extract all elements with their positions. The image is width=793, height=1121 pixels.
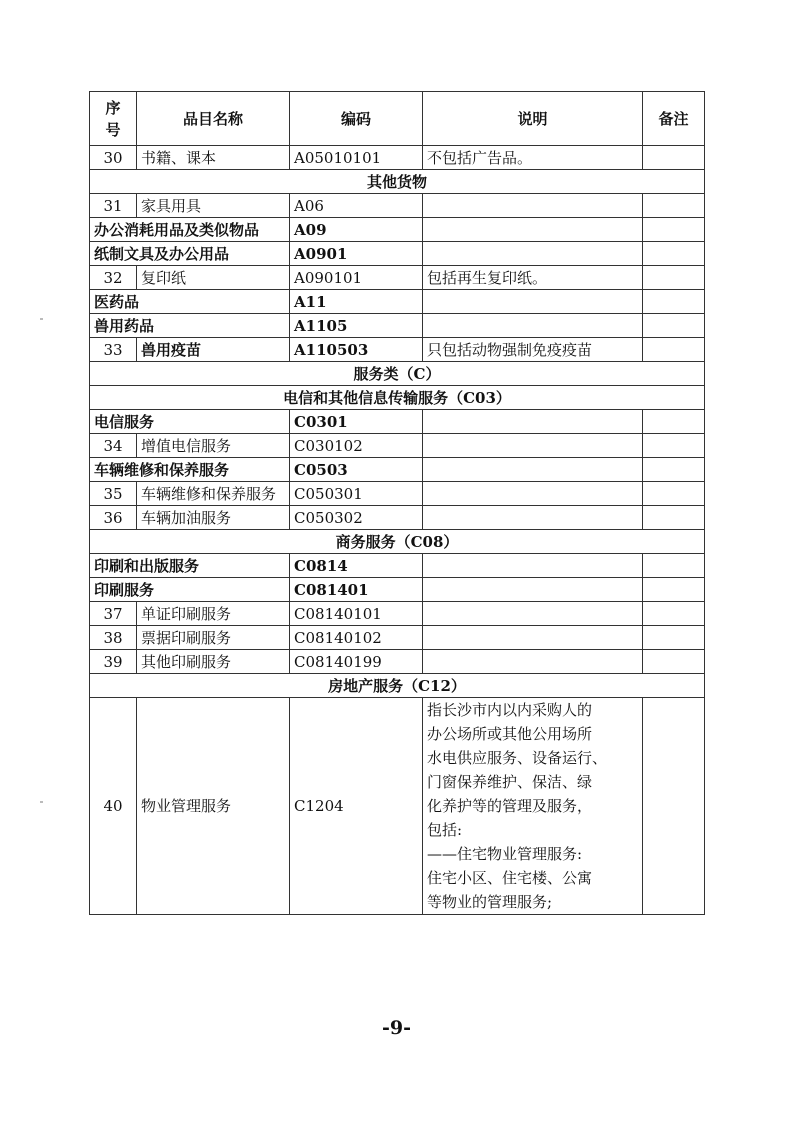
header-code: 编码: [290, 92, 423, 146]
item-note: 不包括广告品。: [423, 146, 643, 170]
category-name: 印刷服务: [90, 578, 290, 602]
section-row: [90, 170, 705, 194]
item-note: [423, 554, 643, 578]
header-name: 品目名称: [137, 92, 290, 146]
row-number: 38: [90, 626, 137, 650]
scan-speck: [40, 318, 43, 320]
item-name: 复印纸: [137, 266, 290, 290]
category-row: [90, 218, 705, 242]
item-remark: [643, 266, 705, 290]
note-line: 住宅小区、住宅楼、公寓: [427, 869, 593, 887]
category-code: C0814: [290, 554, 423, 578]
category-name: 电信服务: [90, 410, 290, 434]
item-remark: [643, 242, 705, 266]
table-row: [90, 146, 705, 170]
item-remark: [643, 290, 705, 314]
item-remark: [643, 458, 705, 482]
item-name: 单证印刷服务: [137, 602, 290, 626]
item-code: C1204: [290, 698, 423, 915]
table-row: [90, 626, 705, 650]
category-row: [90, 314, 705, 338]
item-code: C050302: [290, 506, 423, 530]
category-code: C0301: [290, 410, 423, 434]
page-number: -9-: [382, 1017, 411, 1039]
item-note: [423, 650, 643, 674]
section-title: 商务服务（C08）: [90, 530, 705, 554]
header-note: 说明: [423, 92, 643, 146]
header-seq: 序号: [90, 92, 137, 146]
item-code: A06: [290, 194, 423, 218]
item-note: [423, 290, 643, 314]
item-remark: [643, 146, 705, 170]
item-note: [423, 506, 643, 530]
row-number: 30: [90, 146, 137, 170]
note-line: ——住宅物业管理服务:: [427, 845, 583, 863]
item-name: 其他印刷服务: [137, 650, 290, 674]
category-name: 车辆维修和保养服务: [90, 458, 290, 482]
table-row: [90, 482, 705, 506]
category-row: [90, 290, 705, 314]
item-code: C08140101: [290, 602, 423, 626]
item-note: [423, 194, 643, 218]
item-note: [423, 242, 643, 266]
note-line: 办公场所或其他公用场所: [427, 725, 593, 743]
category-row: [90, 578, 705, 602]
item-note: [423, 626, 643, 650]
note-line: 指长沙市内以内采购人的: [427, 701, 593, 719]
category-code: A0901: [290, 242, 423, 266]
item-note: [423, 434, 643, 458]
item-remark: [643, 410, 705, 434]
table-row: [90, 266, 705, 290]
row-number: 39: [90, 650, 137, 674]
category-code: A09: [290, 218, 423, 242]
item-note: [423, 458, 643, 482]
section-row: [90, 362, 705, 386]
note-line: 化养护等的管理及服务，: [427, 797, 593, 815]
item-remark: [643, 506, 705, 530]
item-note: 包括再生复印纸。: [423, 266, 643, 290]
row-number: 32: [90, 266, 137, 290]
table-header-row: [90, 92, 705, 146]
row-number: 37: [90, 602, 137, 626]
item-remark: [643, 626, 705, 650]
category-row: [90, 458, 705, 482]
item-remark: [643, 650, 705, 674]
header-remark: 备注: [643, 92, 705, 146]
section-title: 其他货物: [90, 170, 705, 194]
row-number: 34: [90, 434, 137, 458]
table-row: [90, 338, 705, 362]
table-row: [90, 698, 705, 915]
item-remark: [643, 434, 705, 458]
item-note: [423, 218, 643, 242]
item-name: 物业管理服务: [137, 698, 290, 915]
item-name: 书籍、课本: [137, 146, 290, 170]
note-line: 水电供应服务、设备运行、: [427, 749, 608, 767]
item-name: 增值电信服务: [137, 434, 290, 458]
item-remark: [643, 578, 705, 602]
item-code: C050301: [290, 482, 423, 506]
category-code: C081401: [290, 578, 423, 602]
note-line: 门窗保养维护、保洁、绿: [427, 773, 593, 791]
item-code: A110503: [290, 338, 423, 362]
section-title: 电信和其他信息传输服务（C03）: [90, 386, 705, 410]
item-remark: [643, 218, 705, 242]
category-row: [90, 554, 705, 578]
item-remark: [643, 314, 705, 338]
item-remark: [643, 698, 705, 915]
table-row: [90, 650, 705, 674]
category-code: A11: [290, 290, 423, 314]
scan-speck: [40, 801, 43, 803]
category-row: [90, 410, 705, 434]
row-number: 36: [90, 506, 137, 530]
item-note: [423, 578, 643, 602]
table-row: [90, 602, 705, 626]
item-code: C08140102: [290, 626, 423, 650]
item-code: A05010101: [290, 146, 423, 170]
table-row: [90, 506, 705, 530]
row-number: 33: [90, 338, 137, 362]
item-name: 车辆加油服务: [137, 506, 290, 530]
item-remark: [643, 602, 705, 626]
category-name: 纸制文具及办公用品: [90, 242, 290, 266]
category-name: 医药品: [90, 290, 290, 314]
item-remark: [643, 482, 705, 506]
item-name: 票据印刷服务: [137, 626, 290, 650]
table-row: [90, 194, 705, 218]
item-name: 车辆维修和保养服务: [137, 482, 290, 506]
category-name: 办公消耗用品及类似物品: [90, 218, 290, 242]
category-name: 兽用药品: [90, 314, 290, 338]
item-remark: [643, 194, 705, 218]
row-number: 35: [90, 482, 137, 506]
procurement-catalog-table: [89, 91, 705, 915]
section-row: [90, 674, 705, 698]
item-note: [423, 410, 643, 434]
row-number: 31: [90, 194, 137, 218]
category-row: [90, 242, 705, 266]
item-note: 只包括动物强制免疫疫苗: [423, 338, 643, 362]
note-line: 包括:: [427, 821, 463, 839]
note-line: 等物业的管理服务;: [427, 893, 553, 911]
item-note: [423, 602, 643, 626]
section-row: [90, 386, 705, 410]
section-title: 服务类（C）: [90, 362, 705, 386]
item-remark: [643, 554, 705, 578]
category-name: 印刷和出版服务: [90, 554, 290, 578]
item-note: [423, 698, 643, 915]
category-code: A1105: [290, 314, 423, 338]
item-code: C030102: [290, 434, 423, 458]
section-row: [90, 530, 705, 554]
item-name: 家具用具: [137, 194, 290, 218]
row-number: 40: [90, 698, 137, 915]
item-code: C08140199: [290, 650, 423, 674]
category-code: C0503: [290, 458, 423, 482]
item-remark: [643, 338, 705, 362]
section-title: 房地产服务（C12）: [90, 674, 705, 698]
table-row: [90, 434, 705, 458]
item-code: A090101: [290, 266, 423, 290]
item-name: 兽用疫苗: [137, 338, 290, 362]
item-note: [423, 482, 643, 506]
item-note: [423, 314, 643, 338]
